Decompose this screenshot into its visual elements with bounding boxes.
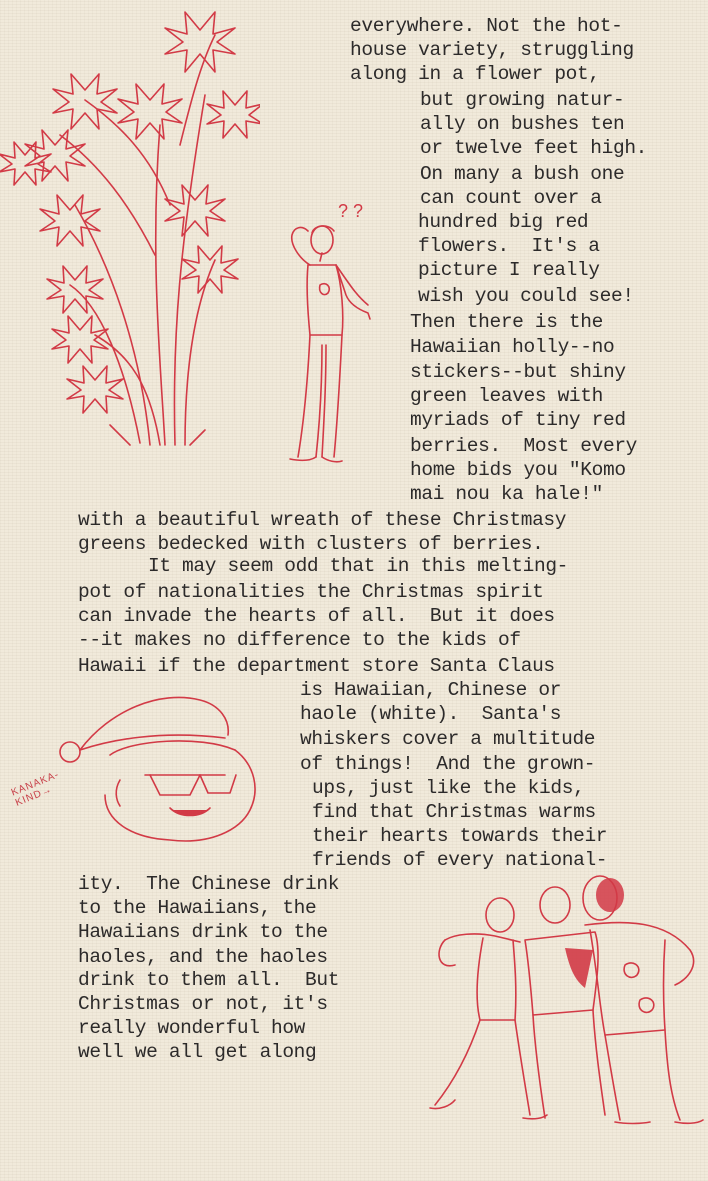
text-line: haole (white). Santa's <box>300 703 562 725</box>
text-line: ally on bushes ten <box>420 113 625 135</box>
text-line: with a beautiful wreath of these Christmasy <box>78 509 567 531</box>
text-line: can invade the hearts of all. But it does <box>78 605 555 627</box>
text-line: pot of nationalities the Christmas spirit <box>78 581 544 603</box>
three-men-illustration <box>425 870 705 1130</box>
text-line: really wonderful how <box>78 1017 306 1039</box>
text-line: Then there is the <box>410 311 603 333</box>
text-line: of things! And the grown- <box>300 753 596 775</box>
text-line: everywhere. Not the hot- <box>350 15 623 37</box>
text-line: green leaves with <box>410 385 603 407</box>
text-line: well we all get along <box>78 1041 317 1063</box>
text-line: hundred big red <box>418 211 589 233</box>
text-line: house variety, struggling <box>350 39 634 61</box>
santa-illustration <box>50 680 280 850</box>
text-line: wish you could see! <box>418 285 634 307</box>
text-line: along in a flower pot, <box>350 63 600 85</box>
text-line: flowers. It's a <box>418 235 600 257</box>
text-line: --it makes no difference to the kids of <box>78 629 521 651</box>
santa-caption: KANAKA- KIND→ <box>9 769 62 809</box>
text-line: can count over a <box>420 187 602 209</box>
text-line: to the Hawaiians, the <box>78 897 317 919</box>
text-line: ity. The Chinese drink <box>78 873 340 895</box>
text-line: home bids you "Komo <box>410 459 626 481</box>
text-line: myriads of tiny red <box>410 409 626 431</box>
text-line: mai nou ka hale!" <box>410 483 603 505</box>
text-line: find that Christmas warms <box>312 801 596 823</box>
text-line: is Hawaiian, Chinese or <box>300 679 562 701</box>
text-line: friends of every national- <box>312 849 608 871</box>
text-line: Hawaiian holly--no <box>410 336 615 358</box>
text-line: picture I really <box>418 259 600 281</box>
text-line: Hawaiians drink to the <box>78 921 328 943</box>
text-line: berries. Most every <box>410 435 638 457</box>
text-line: Hawaii if the department store Santa Claus <box>78 655 555 677</box>
text-line: their hearts towards their <box>312 825 608 847</box>
man-figure-illustration <box>250 195 390 470</box>
question-marks: ? ? <box>338 201 364 221</box>
text-line: stickers--but shiny <box>410 361 626 383</box>
poinsettia-illustration <box>0 5 260 450</box>
text-line: haoles, and the haoles <box>78 946 328 968</box>
text-line: Christmas or not, it's <box>78 993 328 1015</box>
text-line: or twelve feet high. <box>420 137 648 159</box>
text-line: On many a bush one <box>420 163 625 185</box>
text-line: drink to them all. But <box>78 969 340 991</box>
text-line: but growing natur- <box>420 89 625 111</box>
text-line: whiskers cover a multitude <box>300 728 596 750</box>
text-line: It may seem odd that in this melting- <box>148 555 569 577</box>
text-line: ups, just like the kids, <box>312 777 585 799</box>
text-line: greens bedecked with clusters of berries. <box>78 533 544 555</box>
